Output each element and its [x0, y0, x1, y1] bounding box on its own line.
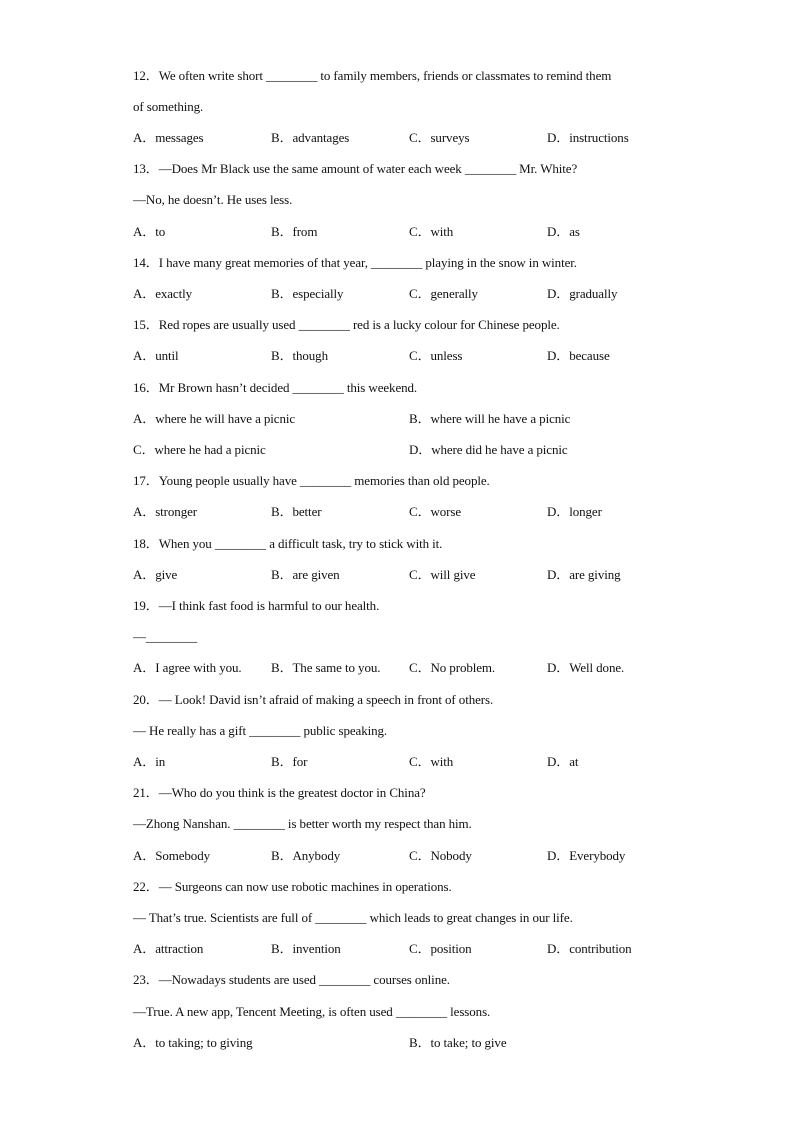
- question-13-stem-line-1: 13．—Does Mr Black use the same amount of water each week ________ Mr. White?: [133, 161, 578, 176]
- option-c: C．worse: [409, 504, 462, 519]
- question-14-options: [133, 286, 693, 302]
- question-21-stem-line-1: 21．—Who do you think is the greatest doctor in China?: [133, 785, 426, 800]
- option-d: D．are giving: [547, 567, 621, 582]
- question-13-stem-line-2: —No, he doesn’t. He uses less.: [133, 192, 293, 207]
- option-b: B．advantages: [271, 130, 350, 145]
- option-b: B．better: [271, 504, 322, 519]
- option-d: D．Everybody: [547, 848, 626, 863]
- option-b: B．are given: [271, 567, 340, 582]
- option-a: A．where he will have a picnic: [133, 411, 296, 426]
- question-12-options: [133, 130, 693, 146]
- question-17-options: [133, 504, 693, 520]
- question-17-stem-line-1: 17．Young people usually have ________ memories than old people.: [133, 473, 490, 488]
- option-b: B．though: [271, 348, 328, 363]
- question-16-options-row-2: [133, 442, 693, 458]
- question-20-options: [133, 754, 693, 770]
- question-16-options-row-1: [133, 411, 693, 427]
- option-c: C．No problem.: [409, 660, 496, 675]
- option-a: A．exactly: [133, 286, 193, 301]
- option-c: C．Nobody: [409, 848, 472, 863]
- question-19-stem-line-1: 19．—I think fast food is harmful to our health.: [133, 598, 380, 613]
- option-d: D．Well done.: [547, 660, 625, 675]
- option-b: B．especially: [271, 286, 344, 301]
- option-b: B．Anybody: [271, 848, 341, 863]
- option-d: D．at: [547, 754, 579, 769]
- question-21-stem-line-2: —Zhong Nanshan. ________ is better worth my respect than him.: [133, 816, 472, 831]
- question-15-stem-line-1: 15．Red ropes are usually used ________ red is a lucky colour for Chinese people.: [133, 317, 560, 332]
- option-d: D．as: [547, 224, 580, 239]
- option-c: C．surveys: [409, 130, 470, 145]
- option-c: C．unless: [409, 348, 463, 363]
- option-a: A．give: [133, 567, 178, 582]
- option-c: C．with: [409, 754, 454, 769]
- question-23-stem-line-1: 23．—Nowadays students are used ________ courses online.: [133, 972, 450, 987]
- question-22-stem-line-1: 22．— Surgeons can now use robotic machines in operations.: [133, 879, 452, 894]
- question-16-stem-line-1: 16．Mr Brown hasn’t decided ________ this weekend.: [133, 380, 418, 395]
- option-a: A．stronger: [133, 504, 197, 519]
- question-13-options: [133, 224, 693, 240]
- question-12-stem-line-2: of something.: [133, 99, 204, 114]
- question-14-stem-line-1: 14．I have many great memories of that year, ________ playing in the snow in winter.: [133, 255, 577, 270]
- option-c: C．position: [409, 941, 472, 956]
- option-b: B．invention: [271, 941, 341, 956]
- option-d: D．gradually: [547, 286, 618, 301]
- question-20-stem-line-2: — He really has a gift ________ public speaking.: [133, 723, 388, 738]
- question-21-options: [133, 848, 693, 864]
- option-b: B．from: [271, 224, 318, 239]
- option-a: A．to taking; to giving: [133, 1035, 253, 1050]
- question-19-options: [133, 660, 693, 676]
- option-d: D．instructions: [547, 130, 629, 145]
- question-15-options: [133, 348, 693, 364]
- option-c: C．will give: [409, 567, 476, 582]
- option-a: A．in: [133, 754, 166, 769]
- option-a: A．I agree with you.: [133, 660, 242, 675]
- option-c: C．where he had a picnic: [133, 442, 266, 457]
- option-d: D．contribution: [547, 941, 632, 956]
- option-a: A．messages: [133, 130, 204, 145]
- option-c: C．generally: [409, 286, 478, 301]
- option-b: B．for: [271, 754, 308, 769]
- option-a: A．to: [133, 224, 166, 239]
- question-22-stem-line-2: — That’s true. Scientists are full of ________ which leads to great changes in our life.: [133, 910, 573, 925]
- option-c: C．with: [409, 224, 454, 239]
- option-b: B．The same to you.: [271, 660, 381, 675]
- question-23-options: [133, 1035, 693, 1051]
- option-b: B．where will he have a picnic: [409, 411, 571, 426]
- option-a: A．attraction: [133, 941, 204, 956]
- option-d: D．because: [547, 348, 610, 363]
- question-18-stem-line-1: 18．When you ________ a difficult task, try to stick with it.: [133, 536, 443, 551]
- option-d: D．where did he have a picnic: [409, 442, 568, 457]
- question-12-stem-line-1: 12．We often write short ________ to family members, friends or classmates to remind them: [133, 68, 612, 83]
- question-20-stem-line-1: 20．— Look! David isn’t afraid of making a speech in front of others.: [133, 692, 494, 707]
- option-d: D．longer: [547, 504, 602, 519]
- question-22-options: [133, 941, 693, 957]
- option-b: B．to take; to give: [409, 1035, 507, 1050]
- question-19-stem-line-2: —________: [133, 629, 198, 644]
- option-a: A．Somebody: [133, 848, 211, 863]
- question-23-stem-line-2: —True. A new app, Tencent Meeting, is often used ________ lessons.: [133, 1004, 491, 1019]
- option-a: A．until: [133, 348, 179, 363]
- question-18-options: [133, 567, 693, 583]
